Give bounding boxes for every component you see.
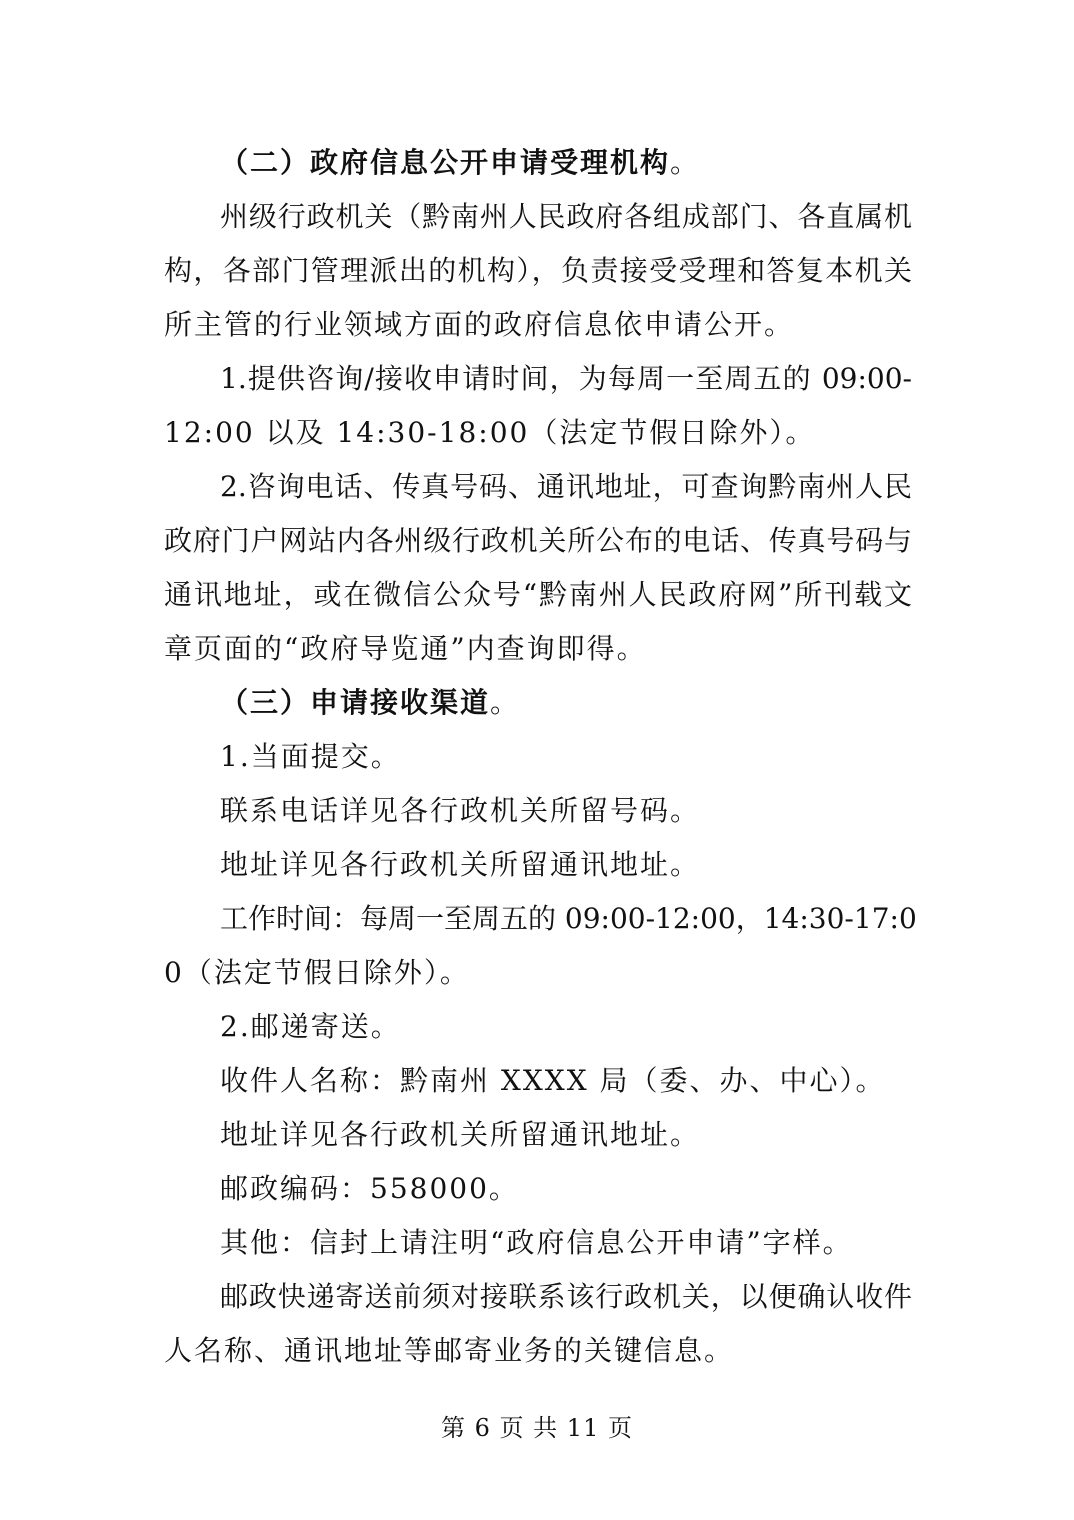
document-body <box>164 136 917 1378</box>
paragraph-line: 章页面的“政府导览通”内查询即得。 <box>164 632 647 665</box>
paragraph-line: 人名称、通讯地址等邮寄业务的关键信息。 <box>164 1334 735 1367</box>
paragraph-line: 所主管的行业领域方面的政府信息依申请公开。 <box>164 308 795 341</box>
paragraph-line: 邮政快递寄送前须对接联系该行政机关，以便确认收件 <box>220 1280 912 1313</box>
paragraph-line: 通讯地址，或在微信公众号“黔南州人民政府网”所刊载文 <box>164 578 912 611</box>
paragraph-line: 邮政编码：558000。 <box>220 1172 519 1205</box>
paragraph-line: 构，各部门管理派出的机构），负责接受受理和答复本机关 <box>164 254 912 287</box>
paragraph-line: 联系电话详见各行政机关所留号码。 <box>220 794 701 827</box>
section-heading-3-punct: 。 <box>490 686 521 719</box>
paragraph-line: 地址详见各行政机关所留通讯地址。 <box>220 848 701 881</box>
paragraph-line: 州级行政机关（黔南州人民政府各组成部门、各直属机 <box>220 200 912 233</box>
paragraph-line: 2.邮递寄送。 <box>220 1010 401 1043</box>
paragraph-line: 1.提供咨询/接收申请时间，为每周一至周五的 09:00- <box>220 362 912 395</box>
paragraph-line: 收件人名称：黔南州 XXXX 局（委、办、中心）。 <box>220 1064 886 1097</box>
section-heading-2-text: （二）政府信息公开申请受理机构 <box>220 146 671 179</box>
paragraph-line: 2.咨询电话、传真号码、通讯地址，可查询黔南州人民 <box>220 470 912 503</box>
paragraph-line: 政府门户网站内各州级行政机关所公布的电话、传真号码与 <box>164 524 912 557</box>
section-heading-2 <box>164 136 912 190</box>
section-heading-3 <box>164 676 912 730</box>
paragraph-line: 0（法定节假日除外）。 <box>164 956 470 989</box>
paragraph-line: 地址详见各行政机关所留通讯地址。 <box>220 1118 701 1151</box>
paragraph-line: 1.当面提交。 <box>220 740 401 773</box>
paragraph-line: 工作时间：每周一至周五的 09:00-12:00，14:30-17:0 <box>220 902 917 935</box>
section-heading-3-text: （三）申请接收渠道 <box>220 686 491 719</box>
section-heading-2-punct: 。 <box>670 146 701 179</box>
paragraph-line: 其他：信封上请注明“政府信息公开申请”字样。 <box>220 1226 853 1259</box>
page-number: 第 6 页 共 11 页 <box>441 1414 633 1442</box>
paragraph-line: 12:00 以及 14:30-18:00（法定节假日除外）。 <box>164 416 816 449</box>
